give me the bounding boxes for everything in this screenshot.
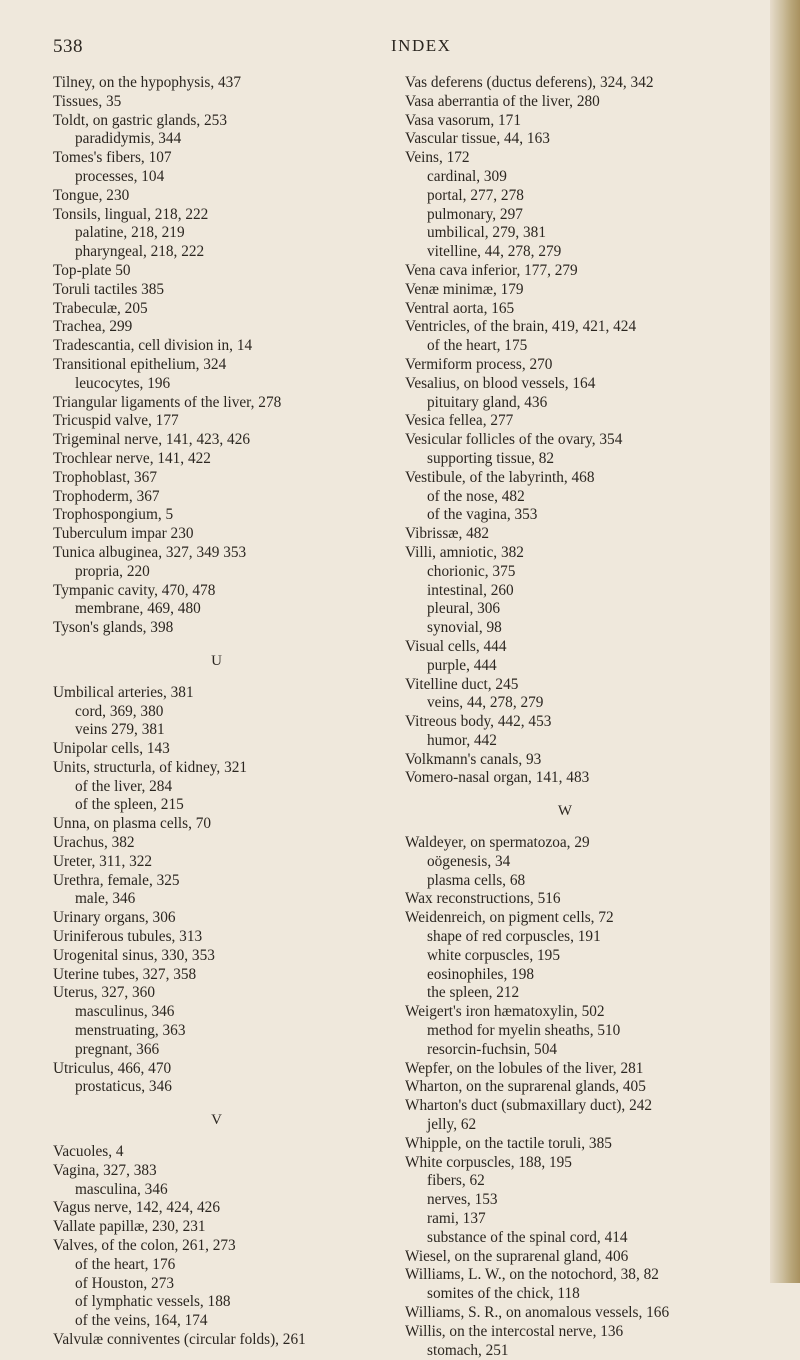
index-subentry: masculina, 346 <box>75 1180 168 1198</box>
index-entry: Trophoblast, 367 <box>53 468 157 486</box>
index-entry: Tissues, 35 <box>53 92 122 110</box>
index-entry: Ventral aorta, 165 <box>405 299 515 317</box>
index-entry: Vasa vasorum, 171 <box>405 111 521 129</box>
index-subentry: supporting tissue, 82 <box>427 449 555 467</box>
index-subentry: jelly, 62 <box>427 1116 477 1134</box>
index-entry: Unipolar cells, 143 <box>53 740 170 758</box>
index-entry: Vermiform process, 270 <box>405 355 553 373</box>
running-head: INDEX <box>391 36 452 55</box>
page-header <box>53 36 753 60</box>
index-entry: Triangular ligaments of the liver, 278 <box>53 393 282 411</box>
index-subentry: of the spleen, 215 <box>75 796 184 814</box>
index-subentry: resorcin-fuchsin, 504 <box>427 1040 557 1058</box>
index-subentry: palatine, 218, 219 <box>75 224 185 242</box>
index-subentry: of the nose, 482 <box>427 487 525 505</box>
page-edge-shadow <box>770 0 800 1283</box>
index-entry: Tunica albuginea, 327, 349 353 <box>53 543 247 561</box>
index-entry: Williams, S. R., on anomalous vessels, 166 <box>405 1304 670 1321</box>
index-entry: Top-plate 50 <box>53 261 131 279</box>
index-entry: Tyson's glands, 398 <box>53 619 174 637</box>
index-entry: Trochlear nerve, 141, 422 <box>53 449 211 467</box>
index-subentry: stomach, 251 <box>427 1341 509 1359</box>
index-entry: Tonsils, lingual, 218, 222 <box>53 205 209 223</box>
index-entry: Vacuoles, 4 <box>53 1143 124 1161</box>
index-subentry: cardinal, 309 <box>427 167 507 185</box>
index-entry: Urethra, female, 325 <box>53 871 180 889</box>
index-entry: Trophoderm, 367 <box>53 487 160 505</box>
index-entry: Toruli tactiles 385 <box>53 280 165 298</box>
index-entry: Wiesel, on the suprarenal gland, 406 <box>405 1247 629 1265</box>
index-subentry: paradidymis, 344 <box>75 130 182 148</box>
index-entry: Weigert's iron hæmatoxylin, 502 <box>405 1003 605 1021</box>
index-subentry: pulmonary, 297 <box>427 205 523 223</box>
index-entry: Vitelline duct, 245 <box>405 675 519 693</box>
index-subentry: veins 279, 381 <box>75 721 165 739</box>
index-entry: Wharton, on the suprarenal glands, 405 <box>405 1078 646 1096</box>
index-entry: Transitional epithelium, 324 <box>53 355 227 373</box>
index-entry: Vagina, 327, 383 <box>53 1161 157 1179</box>
index-subentry: of the heart, 175 <box>427 337 528 355</box>
index-entry: Willis, on the intercostal nerve, 136 <box>405 1322 624 1340</box>
index-subentry: nerves, 153 <box>427 1191 498 1209</box>
index-entry: Vallate papillæ, 230, 231 <box>53 1218 206 1236</box>
index-entry: Urachus, 382 <box>53 834 135 852</box>
index-subentry: of lymphatic vessels, 188 <box>75 1293 231 1311</box>
index-entry: Weidenreich, on pigment cells, 72 <box>405 909 614 927</box>
index-entry: Vagus nerve, 142, 424, 426 <box>53 1199 220 1217</box>
index-subentry: processes, 104 <box>75 167 165 185</box>
index-entry: Tympanic cavity, 470, 478 <box>53 581 216 599</box>
index-subentry: umbilical, 279, 381 <box>427 224 546 242</box>
index-entry: Volkmann's canals, 93 <box>405 750 542 768</box>
index-entry: Urinary organs, 306 <box>53 909 176 927</box>
index-subentry: pregnant, 366 <box>75 1040 160 1058</box>
index-subentry: synovial, 98 <box>427 619 502 637</box>
section-letter: W <box>557 803 573 820</box>
index-entry: Ventricles, of the brain, 419, 421, 424 <box>405 318 637 336</box>
index-subentry: menstruating, 363 <box>75 1022 186 1040</box>
index-entry: Trabeculæ, 205 <box>53 299 148 317</box>
index-entry: Vesalius, on blood vessels, 164 <box>405 374 596 392</box>
index-subentry: substance of the spinal cord, 414 <box>427 1228 628 1246</box>
index-subentry: purple, 444 <box>427 656 497 674</box>
index-entry: Unna, on plasma cells, 70 <box>53 815 212 833</box>
index-entry: Vascular tissue, 44, 163 <box>405 130 550 148</box>
index-entry: Veins, 172 <box>405 149 470 167</box>
index-subentry: rami, 137 <box>427 1210 486 1228</box>
index-subentry: oögenesis, 34 <box>427 852 511 870</box>
index-entry: Toldt, on gastric glands, 253 <box>53 111 227 129</box>
index-entry: Wharton's duct (submaxillary duct), 242 <box>405 1097 653 1115</box>
index-entry: Tradescantia, cell division in, 14 <box>53 337 253 355</box>
index-entry: Vesica fellea, 277 <box>405 412 514 430</box>
section-letter: U <box>211 652 222 669</box>
index-subentry: pituitary gland, 436 <box>427 393 548 411</box>
index-subentry: intestinal, 260 <box>427 581 514 599</box>
index-subentry: pharyngeal, 218, 222 <box>75 243 205 261</box>
index-subentry: white corpuscles, 195 <box>427 946 560 964</box>
index-entry: Vomero-nasal organ, 141, 483 <box>405 769 590 787</box>
index-entry: Visual cells, 444 <box>405 637 507 655</box>
index-entry: White corpuscles, 188, 195 <box>405 1153 572 1171</box>
index-subentry: male, 346 <box>75 890 136 908</box>
index-entry: Tomes's fibers, 107 <box>53 149 172 167</box>
index-subentry: vitelline, 44, 278, 279 <box>427 243 562 261</box>
index-entry: Tongue, 230 <box>53 186 130 204</box>
page-number: 538 <box>53 36 83 57</box>
index-entry: Trachea, 299 <box>53 318 133 336</box>
index-entry: Wepfer, on the lobules of the liver, 281 <box>405 1059 644 1077</box>
index-subentry: eosinophiles, 198 <box>427 965 535 983</box>
index-subentry: of the heart, 176 <box>75 1255 176 1273</box>
index-subentry: cord, 369, 380 <box>75 702 164 720</box>
index-entry: Uriniferous tubules, 313 <box>53 928 203 946</box>
index-entry: Units, structurla, of kidney, 321 <box>53 758 248 776</box>
index-entry: Whipple, on the tactile toruli, 385 <box>405 1134 612 1152</box>
index-entry: Vestibule, of the labyrinth, 468 <box>405 468 595 486</box>
index-entry: Williams, L. W., on the notochord, 38, 82 <box>405 1266 659 1284</box>
index-entry: Trophospongium, 5 <box>53 506 174 524</box>
index-subentry: masculinus, 346 <box>75 1003 175 1021</box>
index-subentry: propria, 220 <box>75 562 150 580</box>
index-entry: Utriculus, 466, 470 <box>53 1059 172 1077</box>
index-subentry: leucocytes, 196 <box>75 374 171 392</box>
index-entry: Waldeyer, on spermatozoa, 29 <box>405 834 590 852</box>
index-entry: Tricuspid valve, 177 <box>53 412 179 430</box>
index-subentry: membrane, 469, 480 <box>75 600 201 618</box>
index-entry: Venæ minimæ, 179 <box>405 280 524 298</box>
index-entry: Vas deferens (ductus deferens), 324, 342 <box>405 74 654 91</box>
index-subentry: pleural, 306 <box>427 600 501 618</box>
index-column-right <box>405 74 755 1360</box>
index-subentry: of Houston, 273 <box>75 1274 175 1292</box>
index-subentry: portal, 277, 278 <box>427 186 524 204</box>
index-subentry: method for myelin sheaths, 510 <box>427 1022 621 1040</box>
index-entry: Valves, of the colon, 261, 273 <box>53 1237 236 1255</box>
index-entry: Umbilical arteries, 381 <box>53 683 194 701</box>
index-subentry: somites of the chick, 118 <box>427 1285 580 1303</box>
index-entry: Vitreous body, 442, 453 <box>405 713 552 731</box>
index-entry: Vibrissæ, 482 <box>405 525 490 543</box>
index-entry: Ureter, 311, 322 <box>53 852 153 870</box>
index-subentry: of the veins, 164, 174 <box>75 1312 208 1330</box>
index-entry: Vasa aberrantia of the liver, 280 <box>405 92 600 110</box>
index-subentry: fibers, 62 <box>427 1172 485 1190</box>
index-subentry: chorionic, 375 <box>427 562 516 580</box>
index-entry: Vena cava inferior, 177, 279 <box>405 261 578 279</box>
index-entry: Urogenital sinus, 330, 353 <box>53 946 215 964</box>
index-entry: Uterine tubes, 327, 358 <box>53 965 197 983</box>
index-entry: Vesicular follicles of the ovary, 354 <box>405 431 623 449</box>
index-entry: Tilney, on the hypophysis, 437 <box>53 74 241 91</box>
index-subentry: prostaticus, 346 <box>75 1078 172 1096</box>
index-subentry: shape of red corpuscles, 191 <box>427 928 601 946</box>
index-subentry: of the liver, 284 <box>75 777 173 795</box>
index-entry: Tuberculum impar 230 <box>53 525 194 543</box>
index-subentry: plasma cells, 68 <box>427 871 526 889</box>
index-subentry: the spleen, 212 <box>427 984 520 1002</box>
index-subentry: veins, 44, 278, 279 <box>427 694 544 712</box>
index-column-left <box>53 74 398 1350</box>
index-entry: Villi, amniotic, 382 <box>405 543 524 561</box>
section-letter: V <box>211 1112 222 1129</box>
index-entry: Uterus, 327, 360 <box>53 984 155 1002</box>
index-entry: Wax reconstructions, 516 <box>405 890 561 908</box>
index-entry: Trigeminal nerve, 141, 423, 426 <box>53 431 250 449</box>
index-subentry: of the vagina, 353 <box>427 506 538 524</box>
index-subentry: humor, 442 <box>427 731 497 749</box>
index-entry: Valvulæ conniventes (circular folds), 261 <box>53 1331 306 1348</box>
